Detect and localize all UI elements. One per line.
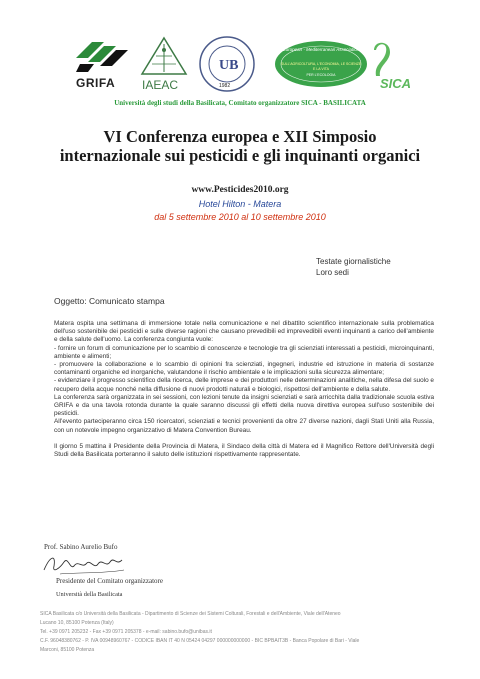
iaeac-triangle-icon <box>138 36 190 78</box>
title-line-1: VI Conferenza europea e XII Simposio <box>103 127 377 146</box>
unibas-seal <box>197 36 257 94</box>
iaeac-label: IAEAC <box>142 78 179 92</box>
signatory-university: Università della Basilicata <box>56 591 123 598</box>
body-bullet: - evidenziare il progresso scientifico della ricerca, delle imprese e dei produttori nelle determinazioni analitiche, nella difesa del suolo e recupero della acque nonché nella diffusione di nuovi prodotti naturali e biologici, rispettosi dell'ambiente e della salute. <box>54 377 434 393</box>
recipients-block <box>316 256 391 278</box>
association-top-text: European - Mediterranean Association <box>282 47 360 52</box>
body-bullet: - promuovere la collaborazione e lo scambio di opinioni fra scienziati, ingegneri, industrie ed istruzione in materia di sostanze contaminanti organiche ed inorganiche, valutandone il rischio ambientale e le implicazioni sulla sicurezza alimentare; <box>54 361 434 377</box>
signature-scribble-icon <box>40 548 130 578</box>
conference-title <box>0 127 480 165</box>
iaeac-logo <box>138 36 190 92</box>
website-link[interactable]: www.Pesticides2010.org <box>191 185 289 195</box>
footer-line-3: Tel. +39 0971 205232 - Fax +39 0971 205378 - e-mail: sabino.bufo@unibas.it <box>40 629 212 635</box>
sica-logo <box>370 40 410 92</box>
signatory-name: Prof. Sabino Aurelio Bufo <box>44 543 118 551</box>
association-bottom-text: PER L'ECOLOGIA <box>306 73 336 77</box>
body-paragraph: Il giorno 5 mattina il Presidente della Provincia di Matera, il Sindaco della città di Matera ed il Magnifico Rettore dell'Università degli Studi della Basilicata porteranno il saluto delle istituzioni rispettivamente rappresentate. <box>54 442 434 459</box>
signatory-role: Presidente del Comitato organizzatore <box>56 577 163 585</box>
footer-line-2: Lucano 10, 85100 Potenza (Italy) <box>40 620 114 626</box>
venue-text: Hotel Hilton - Matera <box>198 199 282 209</box>
footer-line-1: SICA Basilicata c/o Università della Basilicata - Dipartimento di Scienze dei Sistemi Colturali, Forestali e dell'Ambiente, Viale dell'Ateneo <box>40 611 341 617</box>
body-paragraph: Matera ospita una settimana di immersione totale nella comunicazione e nel dibattito scientifico internazionale sulla problematica dell'uso sostenibile dei pesticidi e sulle diverse ragioni che causano prevedibili ed imprevedibili eventi inquinanti a carico dell'ambiente e della salute dell'uomo. La conferenza congiunta vuole: <box>54 320 434 344</box>
dates-text: dal 5 settembre 2010 al 10 settembre 2010 <box>154 212 326 222</box>
grifa-emblem-icon <box>74 38 132 76</box>
grifa-logo <box>74 38 132 90</box>
footer-line-4: C.F. 96048380762 - P. IVA 00948960767 - CODICE IBAN IT 40 N 05424 04297 000000000000 - BIC BPBAIT3B - Banca Popolare di Bari - Viale <box>40 638 360 644</box>
seal-year: 1982 <box>219 83 231 89</box>
letter-body <box>54 320 434 459</box>
sica-leaf-icon <box>370 40 410 92</box>
organizer-subline: Università degli studi della Basilicata, Comitato organizzatore SICA - BASILICATA <box>114 99 366 107</box>
body-paragraph: All'evento parteciperanno circa 150 ricercatori, scienziati e tecnici provenienti da oltre 27 diverse nazioni, dagli Stati Uniti alla Russia, con un notevole impegno organizzativo di Matera Convention Bureau. <box>54 418 434 434</box>
svg-text:UB: UB <box>219 58 239 73</box>
body-bullet: - fornire un forum di comunicazione per lo scambio di conoscenze e tecnologie tra gli scienziati interessati a pesticidi, microinquinanti, ambiente e alimenti; <box>54 344 434 360</box>
svg-text:SICA: SICA <box>380 76 410 91</box>
association-mid-text: SULL'AGRICOLTURA, L'ECONOMIA, LE SCIENZE E LA VITA <box>280 62 362 71</box>
title-line-2: internazionale sui pesticidi e gli inquinanti organici <box>59 146 421 165</box>
grifa-label: GRIFA <box>76 76 116 90</box>
subject-line: Oggetto: Comunicato stampa <box>54 296 165 306</box>
handwritten-signature <box>40 548 130 578</box>
body-paragraph: La conferenza sarà organizzata in sei sessioni, con lezioni tenute da insigni scienziati e sarà arricchita dalla tradizionale scuola estiva GRIFA e da una tavola rotonda durante la quale saranno discussi gli effetti della nuova direttiva europea sull'uso sostenibile dei pesticidi. <box>54 393 434 418</box>
euro-med-association-logo <box>274 40 368 88</box>
letterhead-footer <box>40 610 440 655</box>
footer-line-5: Marconi, 85100 Potenza <box>40 647 95 653</box>
recipients-line-1: Testate giornalistiche <box>316 257 391 266</box>
recipients-line-2: Loro sedi <box>316 268 349 277</box>
